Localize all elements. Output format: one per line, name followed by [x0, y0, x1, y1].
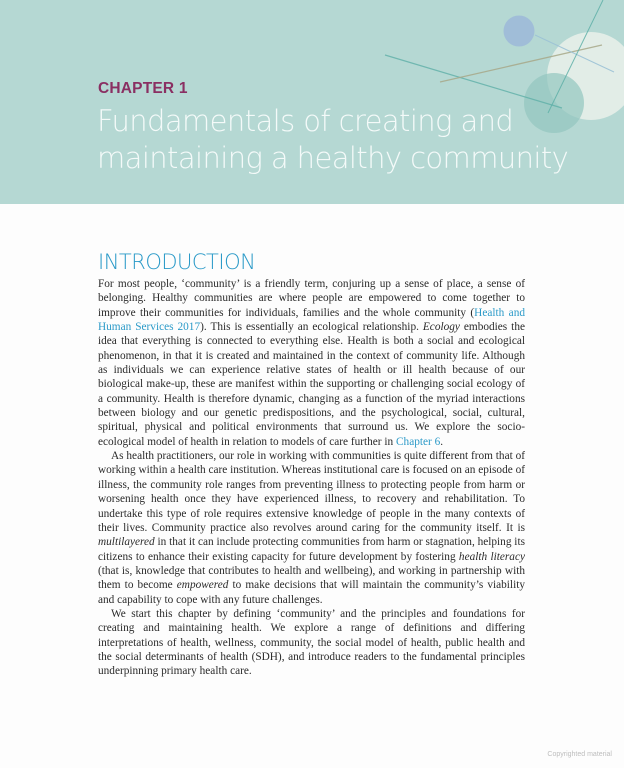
body-text	[98, 277, 525, 679]
emphasis-multilayered: multilayered	[98, 536, 155, 549]
chapter-banner	[0, 0, 624, 204]
chapter-label: CHAPTER 1	[98, 80, 188, 97]
paragraph-3: We start this chapter by defining ‘community’ and the principles and foundations for creating and maintaining health. We explore a range of definitions and differing interpretations of health, wellness, community, the social model of health, public health and the social determinants of health (SDH), and introduce readers to the fundamental principles underpinning primary health care.	[98, 607, 525, 678]
copyright-watermark: Copyrighted material	[547, 751, 612, 758]
text-run: As health practitioners, our role in working with communities is quite different from that of working within a health care institution. Whereas institutional care is focused on an episode of illness, the community role ranges from preventing illness to protecting people from harm or worsening health once they have experienced illness, to recovery and rehabilitation. To undertake this type of role requires extensive knowledge of people in the many contexts of their lives. Community practice also revolves around caring for the community itself. It is	[98, 450, 525, 534]
chapter-title	[97, 103, 577, 177]
text-run: (that is, knowledge that contributes to health and wellbeing), and working in partnership with them to become	[98, 564, 525, 592]
emphasis-health-literacy: health literacy	[458, 550, 525, 563]
chapter-title-line-2: maintaining a healthy community	[97, 141, 569, 175]
text-run: ). This is essentially an ecological relationship.	[200, 321, 423, 334]
citation-link-health-human-services[interactable]: Health and Human Services 2017	[98, 306, 525, 334]
chapter-6-link[interactable]: Chapter 6	[396, 435, 441, 448]
text-run: to make decisions that will maintain the community’s viability and capability to cope with any future challenges.	[98, 579, 525, 606]
section-heading: INTRODUCTION	[98, 250, 256, 274]
text-run: For most people, ‘community’ is a friendly term, conjuring up a sense of place, a sense of belonging. Healthy communities are where people are empowered to come together to improve their communities for individuals, families and the whole community (	[98, 278, 525, 319]
text-run: embodies the idea that everything is connected to everything else. Health is both a social and ecological phenomenon, in that it is created and maintained in the context of community life. Although as individuals we can experience relative states of health or ill health because of our biological make-up, these are manifest within the supporting or challenging social ecology of a community. Health is therefore dynamic, changing as a function of the myriad interactions between biology and our genetic predispositions, and the psychological, social, cultural, spiritual, physical and political environments that surround us. We explore the socio-ecological model of health in relation to models of care further in	[98, 321, 525, 448]
paragraph-2	[98, 449, 525, 607]
paragraph-1	[98, 277, 525, 449]
emphasis-ecology: Ecology	[422, 321, 460, 334]
chapter-title-line-1: Fundamentals of creating and	[97, 104, 514, 138]
emphasis-empowered: empowered	[176, 579, 229, 592]
text-run: .	[440, 435, 444, 448]
text-run: in that it can include protecting communities from harm or stagnation, helping its citizens to enhance their existing capacity for future development by fostering	[98, 536, 525, 563]
